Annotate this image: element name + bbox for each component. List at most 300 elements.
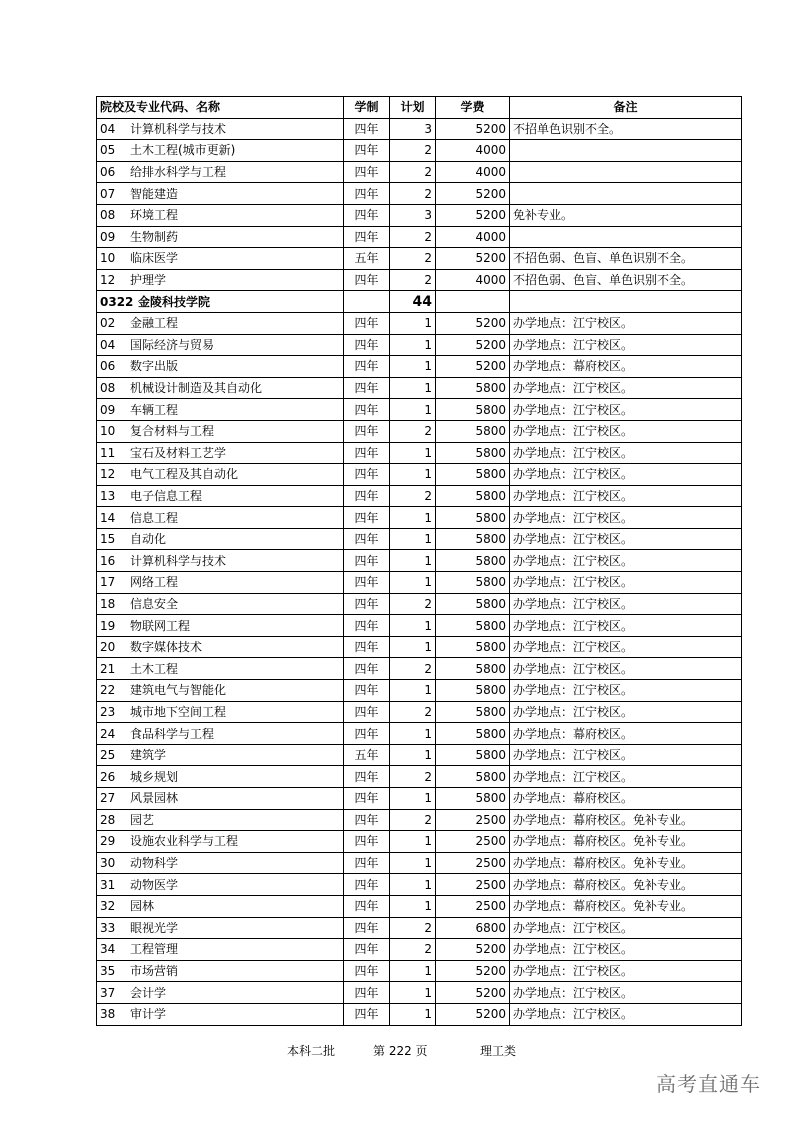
- major-code: 32: [100, 899, 116, 914]
- cell-duration: 四年: [344, 960, 390, 982]
- table-row: [97, 809, 742, 831]
- table-row: [97, 485, 742, 507]
- cell-duration: 四年: [344, 917, 390, 939]
- cell-code-name: [97, 701, 344, 723]
- cell-duration: 四年: [344, 593, 390, 615]
- major-code: 23: [100, 704, 116, 719]
- table-row: [97, 593, 742, 615]
- cell-plan: 1: [390, 960, 436, 982]
- cell-remark: 办学地点：江宁校区。: [510, 464, 742, 486]
- table-body: [97, 118, 742, 1025]
- cell-duration: 四年: [344, 723, 390, 745]
- cell-remark: 办学地点：江宁校区。: [510, 939, 742, 961]
- cell-plan: 1: [390, 399, 436, 421]
- major-name: 园林: [130, 899, 155, 914]
- cell-remark: 办学地点：江宁校区。: [510, 528, 742, 550]
- cell-tuition: 5800: [436, 766, 510, 788]
- table-row: [97, 528, 742, 550]
- cell-plan: 1: [390, 312, 436, 334]
- cell-plan: 3: [390, 204, 436, 226]
- major-name: 信息安全: [130, 596, 179, 611]
- cell-tuition: [436, 291, 510, 313]
- cell-remark: 办学地点：江宁校区。: [510, 680, 742, 702]
- major-code: 04: [100, 121, 116, 136]
- table-row: [97, 982, 742, 1004]
- major-name: 金陵科技学院: [138, 294, 211, 309]
- major-name: 金融工程: [130, 316, 179, 331]
- cell-plan: 2: [390, 809, 436, 831]
- cell-remark: 办学地点：幕府校区。: [510, 356, 742, 378]
- major-code: 10: [100, 251, 116, 266]
- table-row: [97, 658, 742, 680]
- cell-code-name: [97, 788, 344, 810]
- cell-code-name: [97, 917, 344, 939]
- cell-code-name: [97, 291, 344, 313]
- cell-code-name: [97, 723, 344, 745]
- cell-tuition: 5200: [436, 982, 510, 1004]
- cell-plan: 2: [390, 420, 436, 442]
- cell-duration: 四年: [344, 615, 390, 637]
- cell-tuition: 5800: [436, 658, 510, 680]
- table-row: [97, 507, 742, 529]
- cell-duration: 四年: [344, 831, 390, 853]
- cell-tuition: 5800: [436, 485, 510, 507]
- major-name: 审计学: [130, 1007, 167, 1022]
- cell-plan: 1: [390, 680, 436, 702]
- cell-remark: 办学地点：幕府校区。免补专业。: [510, 895, 742, 917]
- cell-duration: 四年: [344, 852, 390, 874]
- cell-plan: 2: [390, 183, 436, 205]
- major-code: 34: [100, 942, 116, 957]
- cell-remark: 办学地点：江宁校区。: [510, 701, 742, 723]
- cell-remark: 办学地点：江宁校区。: [510, 377, 742, 399]
- cell-duration: 四年: [344, 161, 390, 183]
- cell-code-name: [97, 420, 344, 442]
- cell-code-name: [97, 528, 344, 550]
- cell-code-name: [97, 248, 344, 270]
- major-code: 37: [100, 985, 116, 1000]
- major-code: 35: [100, 964, 116, 979]
- major-code: 38: [100, 1007, 116, 1022]
- major-code: 18: [100, 596, 116, 611]
- cell-code-name: [97, 1003, 344, 1025]
- cell-code-name: [97, 312, 344, 334]
- cell-code-name: [97, 852, 344, 874]
- cell-duration: 四年: [344, 572, 390, 594]
- cell-code-name: [97, 874, 344, 896]
- cell-tuition: 5800: [436, 636, 510, 658]
- cell-code-name: [97, 269, 344, 291]
- cell-remark: 办学地点：幕府校区。: [510, 788, 742, 810]
- cell-tuition: 5800: [436, 550, 510, 572]
- major-code: 15: [100, 532, 116, 547]
- table-row: [97, 874, 742, 896]
- cell-tuition: 5200: [436, 960, 510, 982]
- cell-plan: 2: [390, 269, 436, 291]
- major-code: 21: [100, 661, 116, 676]
- table-row: [97, 356, 742, 378]
- table-row: [97, 334, 742, 356]
- cell-plan: 2: [390, 593, 436, 615]
- cell-code-name: [97, 356, 344, 378]
- cell-code-name: [97, 939, 344, 961]
- cell-remark: 办学地点：江宁校区。: [510, 658, 742, 680]
- cell-remark: 办学地点：江宁校区。: [510, 917, 742, 939]
- major-name: 园艺: [130, 812, 155, 827]
- cell-duration: 四年: [344, 204, 390, 226]
- cell-code-name: [97, 442, 344, 464]
- major-name: 会计学: [130, 985, 167, 1000]
- cell-duration: 四年: [344, 788, 390, 810]
- cell-duration: 四年: [344, 334, 390, 356]
- major-code: 07: [100, 186, 116, 201]
- table-row: [97, 788, 742, 810]
- cell-code-name: [97, 507, 344, 529]
- table-row: [97, 161, 742, 183]
- major-name: 计算机科学与技术: [130, 121, 227, 136]
- cell-duration: 四年: [344, 874, 390, 896]
- major-name: 信息工程: [130, 510, 179, 525]
- table-row: [97, 226, 742, 248]
- cell-tuition: 5200: [436, 356, 510, 378]
- cell-plan: 1: [390, 528, 436, 550]
- major-name: 物联网工程: [130, 618, 191, 633]
- cell-code-name: [97, 399, 344, 421]
- table-row: [97, 960, 742, 982]
- major-name: 生物制药: [130, 229, 179, 244]
- cell-remark: 办学地点：江宁校区。: [510, 766, 742, 788]
- cell-tuition: 5800: [436, 572, 510, 594]
- cell-remark: 办学地点：江宁校区。: [510, 636, 742, 658]
- major-code: 17: [100, 575, 116, 590]
- cell-code-name: [97, 161, 344, 183]
- major-name: 城市地下空间工程: [130, 704, 227, 719]
- cell-tuition: 5200: [436, 1003, 510, 1025]
- table-header-row: [97, 97, 742, 119]
- cell-plan: 1: [390, 572, 436, 594]
- major-code: 08: [100, 208, 116, 223]
- cell-plan: 1: [390, 464, 436, 486]
- major-code: 29: [100, 834, 116, 849]
- table-row: [97, 464, 742, 486]
- cell-code-name: [97, 118, 344, 140]
- cell-remark: 办学地点：江宁校区。: [510, 1003, 742, 1025]
- table-row: [97, 204, 742, 226]
- table-row: [97, 399, 742, 421]
- header-name: 院校及专业代码、名称: [97, 97, 344, 119]
- cell-duration: 四年: [344, 982, 390, 1004]
- cell-remark: 不招单色识别不全。: [510, 118, 742, 140]
- cell-duration: 五年: [344, 248, 390, 270]
- cell-duration: 四年: [344, 312, 390, 334]
- cell-remark: 办学地点：幕府校区。免补专业。: [510, 852, 742, 874]
- table-row: [97, 766, 742, 788]
- major-code: 19: [100, 618, 116, 633]
- cell-tuition: 5200: [436, 118, 510, 140]
- cell-duration: 四年: [344, 399, 390, 421]
- cell-remark: [510, 140, 742, 162]
- cell-plan: 2: [390, 939, 436, 961]
- cell-remark: 办学地点：江宁校区。: [510, 982, 742, 1004]
- cell-plan: 1: [390, 550, 436, 572]
- watermark: 高考直通车: [656, 1072, 761, 1096]
- cell-duration: 四年: [344, 442, 390, 464]
- cell-remark: 办学地点：江宁校区。: [510, 485, 742, 507]
- cell-remark: 不招色弱、色盲、单色识别不全。: [510, 269, 742, 291]
- cell-tuition: 5800: [436, 420, 510, 442]
- footer-category: 理工类: [480, 1044, 517, 1058]
- table-row: [97, 744, 742, 766]
- cell-plan: 2: [390, 917, 436, 939]
- cell-duration: 四年: [344, 183, 390, 205]
- major-code: 12: [100, 273, 116, 288]
- cell-tuition: 2500: [436, 895, 510, 917]
- major-name: 数字出版: [130, 359, 179, 374]
- cell-tuition: 5200: [436, 939, 510, 961]
- cell-code-name: [97, 766, 344, 788]
- cell-code-name: [97, 680, 344, 702]
- footer-batch: 本科二批: [287, 1044, 336, 1058]
- major-code: 02: [100, 316, 116, 331]
- cell-remark: 办学地点：江宁校区。: [510, 744, 742, 766]
- cell-code-name: [97, 464, 344, 486]
- cell-duration: [344, 291, 390, 313]
- cell-duration: 四年: [344, 269, 390, 291]
- cell-code-name: [97, 809, 344, 831]
- admissions-table: [96, 96, 742, 1026]
- major-code: 13: [100, 488, 116, 503]
- cell-plan: 2: [390, 248, 436, 270]
- cell-tuition: 5200: [436, 204, 510, 226]
- cell-duration: 四年: [344, 939, 390, 961]
- cell-duration: 五年: [344, 744, 390, 766]
- cell-tuition: 6800: [436, 917, 510, 939]
- cell-remark: 办学地点：江宁校区。: [510, 593, 742, 615]
- header-duration: 学制: [344, 97, 390, 119]
- cell-tuition: 5800: [436, 377, 510, 399]
- cell-tuition: 5800: [436, 507, 510, 529]
- cell-code-name: [97, 960, 344, 982]
- cell-tuition: 2500: [436, 809, 510, 831]
- table-row: [97, 118, 742, 140]
- cell-code-name: [97, 593, 344, 615]
- table-row: [97, 615, 742, 637]
- table-row: [97, 852, 742, 874]
- major-code: 06: [100, 359, 116, 374]
- major-code: 05: [100, 143, 116, 158]
- cell-duration: 四年: [344, 658, 390, 680]
- cell-remark: [510, 291, 742, 313]
- cell-code-name: [97, 615, 344, 637]
- cell-duration: 四年: [344, 528, 390, 550]
- cell-duration: 四年: [344, 550, 390, 572]
- major-code: 0322: [100, 294, 134, 309]
- cell-duration: 四年: [344, 140, 390, 162]
- major-code: 28: [100, 812, 116, 827]
- major-name: 智能建造: [130, 186, 179, 201]
- cell-remark: 办学地点：江宁校区。: [510, 420, 742, 442]
- major-code: 06: [100, 165, 116, 180]
- cell-duration: 四年: [344, 485, 390, 507]
- cell-tuition: 5800: [436, 442, 510, 464]
- cell-remark: [510, 226, 742, 248]
- cell-remark: 办学地点：幕府校区。: [510, 723, 742, 745]
- major-name: 机械设计制造及其自动化: [130, 381, 263, 396]
- major-code: 27: [100, 791, 116, 806]
- major-name: 土木工程: [130, 661, 179, 676]
- major-name: 土木工程(城市更新): [130, 143, 236, 158]
- cell-plan: 1: [390, 334, 436, 356]
- cell-code-name: [97, 572, 344, 594]
- major-name: 工程管理: [130, 942, 179, 957]
- major-code: 16: [100, 553, 116, 568]
- cell-tuition: 5800: [436, 464, 510, 486]
- major-code: 09: [100, 402, 116, 417]
- header-tuition: 学费: [436, 97, 510, 119]
- cell-remark: 办学地点：幕府校区。免补专业。: [510, 874, 742, 896]
- cell-plan: 1: [390, 636, 436, 658]
- cell-plan: 1: [390, 788, 436, 810]
- cell-tuition: 4000: [436, 161, 510, 183]
- cell-plan: 2: [390, 766, 436, 788]
- table-row: [97, 312, 742, 334]
- table-row: [97, 831, 742, 853]
- major-name: 复合材料与工程: [130, 424, 215, 439]
- cell-tuition: 5200: [436, 312, 510, 334]
- cell-duration: 四年: [344, 809, 390, 831]
- cell-plan: 2: [390, 161, 436, 183]
- major-code: 10: [100, 424, 116, 439]
- table-row: [97, 939, 742, 961]
- cell-tuition: 5800: [436, 615, 510, 637]
- major-name: 风景园林: [130, 791, 179, 806]
- major-code: 24: [100, 726, 116, 741]
- major-code: 14: [100, 510, 116, 525]
- major-name: 宝石及材料工艺学: [130, 445, 227, 460]
- cell-tuition: 4000: [436, 226, 510, 248]
- major-code: 33: [100, 920, 116, 935]
- major-name: 网络工程: [130, 575, 179, 590]
- cell-remark: 办学地点：江宁校区。: [510, 312, 742, 334]
- cell-remark: [510, 161, 742, 183]
- cell-remark: 办学地点：江宁校区。: [510, 615, 742, 637]
- cell-tuition: 5800: [436, 701, 510, 723]
- cell-remark: 办学地点：幕府校区。免补专业。: [510, 809, 742, 831]
- table-row: [97, 572, 742, 594]
- cell-plan: 1: [390, 982, 436, 1004]
- major-name: 眼视光学: [130, 920, 179, 935]
- major-code: 04: [100, 337, 116, 352]
- cell-tuition: 5800: [436, 723, 510, 745]
- cell-duration: 四年: [344, 377, 390, 399]
- major-name: 国际经济与贸易: [130, 337, 215, 352]
- major-code: 25: [100, 748, 116, 763]
- cell-tuition: 2500: [436, 831, 510, 853]
- table-row: [97, 701, 742, 723]
- major-name: 临床医学: [130, 251, 179, 266]
- cell-remark: 办学地点：江宁校区。: [510, 572, 742, 594]
- major-name: 食品科学与工程: [130, 726, 215, 741]
- major-name: 建筑学: [130, 748, 167, 763]
- cell-plan: 2: [390, 140, 436, 162]
- cell-plan: 44: [390, 291, 436, 313]
- cell-duration: 四年: [344, 356, 390, 378]
- cell-code-name: [97, 485, 344, 507]
- major-code: 12: [100, 467, 116, 482]
- cell-duration: 四年: [344, 895, 390, 917]
- major-name: 计算机科学与技术: [130, 553, 227, 568]
- cell-plan: 1: [390, 831, 436, 853]
- major-name: 建筑电气与智能化: [130, 683, 227, 698]
- school-row: [97, 291, 742, 313]
- major-code: 20: [100, 640, 116, 655]
- header-plan: 计划: [390, 97, 436, 119]
- cell-tuition: 5800: [436, 593, 510, 615]
- cell-tuition: 5200: [436, 334, 510, 356]
- major-name: 环境工程: [130, 208, 179, 223]
- table-row: [97, 248, 742, 270]
- major-name: 护理学: [130, 273, 167, 288]
- cell-duration: 四年: [344, 636, 390, 658]
- cell-code-name: [97, 377, 344, 399]
- cell-code-name: [97, 550, 344, 572]
- cell-remark: 免补专业。: [510, 204, 742, 226]
- major-name: 电气工程及其自动化: [130, 467, 239, 482]
- cell-plan: 1: [390, 744, 436, 766]
- cell-plan: 1: [390, 895, 436, 917]
- cell-remark: 不招色弱、色盲、单色识别不全。: [510, 248, 742, 270]
- table-row: [97, 895, 742, 917]
- major-code: 11: [100, 445, 116, 460]
- cell-tuition: 5800: [436, 744, 510, 766]
- cell-duration: 四年: [344, 701, 390, 723]
- cell-plan: 1: [390, 507, 436, 529]
- cell-plan: 1: [390, 442, 436, 464]
- cell-duration: 四年: [344, 420, 390, 442]
- cell-duration: 四年: [344, 766, 390, 788]
- cell-remark: 办学地点：江宁校区。: [510, 334, 742, 356]
- major-name: 电子信息工程: [130, 488, 203, 503]
- cell-code-name: [97, 895, 344, 917]
- cell-duration: 四年: [344, 680, 390, 702]
- cell-plan: 1: [390, 852, 436, 874]
- major-name: 车辆工程: [130, 402, 179, 417]
- cell-plan: 1: [390, 377, 436, 399]
- cell-plan: 1: [390, 615, 436, 637]
- cell-remark: 办学地点：江宁校区。: [510, 399, 742, 421]
- cell-remark: 办学地点：江宁校区。: [510, 507, 742, 529]
- cell-plan: 1: [390, 1003, 436, 1025]
- cell-code-name: [97, 982, 344, 1004]
- cell-tuition: 2500: [436, 874, 510, 896]
- cell-remark: 办学地点：江宁校区。: [510, 442, 742, 464]
- cell-remark: 办学地点：幕府校区。免补专业。: [510, 831, 742, 853]
- major-code: 26: [100, 769, 116, 784]
- cell-tuition: 5200: [436, 248, 510, 270]
- cell-plan: 1: [390, 723, 436, 745]
- cell-plan: 2: [390, 658, 436, 680]
- cell-duration: 四年: [344, 464, 390, 486]
- table-row: [97, 636, 742, 658]
- cell-code-name: [97, 140, 344, 162]
- cell-code-name: [97, 226, 344, 248]
- cell-code-name: [97, 658, 344, 680]
- cell-remark: [510, 183, 742, 205]
- cell-plan: 2: [390, 226, 436, 248]
- table-row: [97, 183, 742, 205]
- footer-page-number: 第 222 页: [373, 1044, 428, 1058]
- cell-duration: 四年: [344, 507, 390, 529]
